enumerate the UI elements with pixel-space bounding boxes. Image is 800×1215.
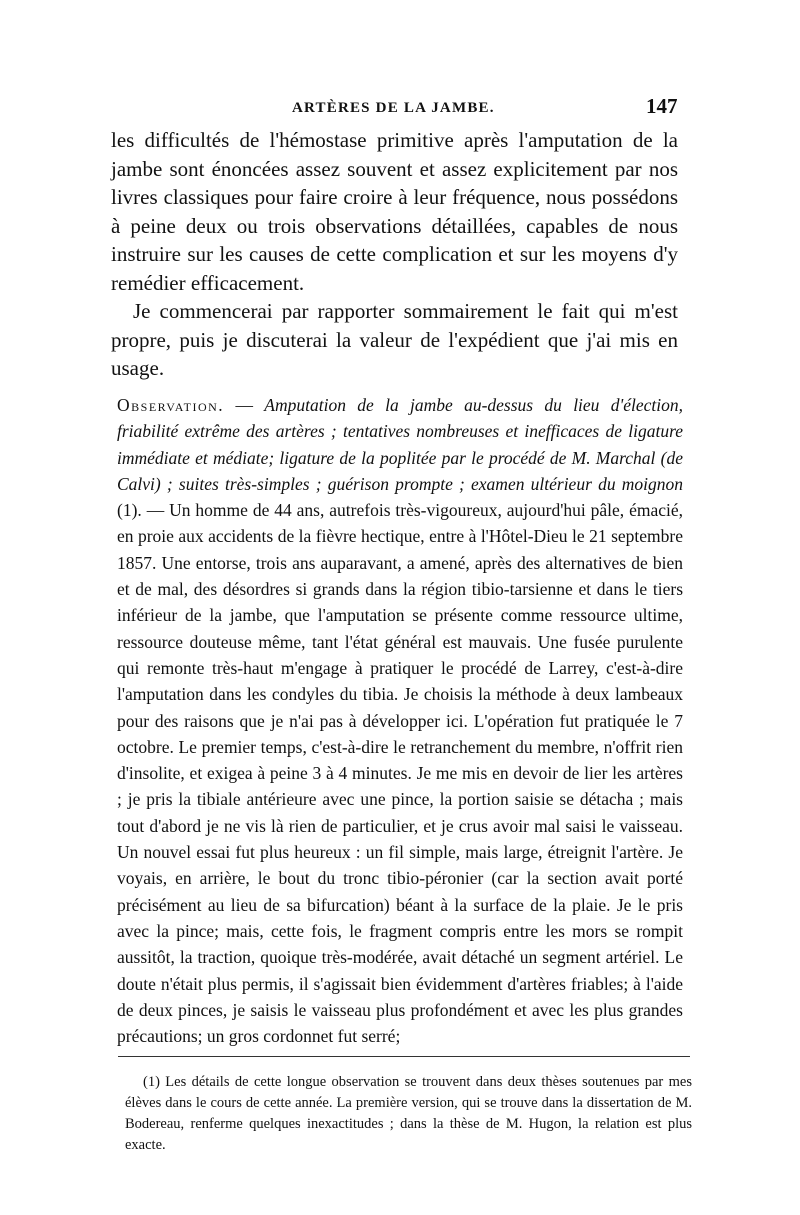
observation-section <box>117 392 683 1049</box>
observation-title: Amputation de la jambe au-dessus du lieu d'élection, friabilité extrême des artères ; tentatives nombreuses et inefficaces de ligature immédiate et médiate; ligature de la poplitée par le procédé de M. Marchal (de Calvi) ; suites très-simples ; guérison prompte ; examen ultérieur du moignon <box>117 395 683 494</box>
intro-paragraph-1: les difficultés de l'hémostase primitive après l'amputation de la jambe sont énoncées assez souvent et assez explicitement par nos livres classiques pour faire croire à leur fréquence, nous possédons à peine deux ou trois observations détaillées, capables de nous instruire sur les causes de cette complication et sur les moyens d'y remédier efficacement. <box>111 128 678 295</box>
page-header <box>0 94 800 122</box>
observation-dash: — <box>224 395 265 415</box>
observation-label: Observation. <box>117 395 225 415</box>
footnote-reference: (1). <box>117 500 142 521</box>
intro-paragraph-2: Je commencerai par rapporter sommairement le fait qui m'est propre, puis je discuterai la valeur de l'expédient que j'ai mis en usage. <box>111 299 678 380</box>
observation-body: — Un homme de 44 ans, autrefois très-vigoureux, aujourd'hui pâle, émacié, en proie aux accidents de la fièvre hectique, entre à l'Hôtel-Dieu le 21 septembre 1857. Une entorse, trois ans auparavant, a amené, après des alternatives de bien et de mal, des désordres si grands dans la région tibio-tarsienne et dans le tiers inférieur de la jambe, que l'amputation se présente comme ressource ultime, ressource douteuse même, tant l'état général est mauvais. Une fusée purulente qui remonte très-haut m'engage à pratiquer le procédé de Larrey, c'est-à-dire l'amputation dans les condyles du tibia. Je choisis la méthode à deux lambeaux pour des raisons que je n'ai pas à développer ici. L'opération fut pratiquée le 7 octobre. Le premier temps, c'est-à-dire le retranchement du membre, n'offrit rien d'insolite, et exigea à peine 3 à 4 minutes. Je me mis en devoir de lier les artères ; je pris la tibiale antérieure avec une pince, la portion saisie se détacha ; mais tout d'abord je ne vis là rien de particulier, et je crus avoir mal saisi le vaisseau. Un nouvel essai fut plus heureux : un fil simple, mais large, étreignit l'artère. Je voyais, en arrière, le bout du tronc tibio-péronier (car la section avait porté précisément au lieu de sa bifurcation) béant à la surface de la plaie. Je le pris avec la pince; mais, cette fois, le fragment compris entre les mors se rompit aussitôt, la traction, quoique très-modérée, avait détaché un segment artériel. Le doute n'était plus permis, il s'agissait bien évidemment d'artères friables; à l'aide de deux pinces, je saisis le vaisseau plus profondément et avec les plus grandes précautions; un gros cordonnet fut serré; <box>117 500 683 1047</box>
footnote <box>125 1072 692 1156</box>
page-number: 147 <box>646 94 678 118</box>
running-title: ARTÈRES DE LA JAMBE. <box>292 100 495 116</box>
footnote-text: (1) Les détails de cette longue observation se trouvent dans deux thèses soutenues par mes élèves dans le cours de cette année. La première version, qui se trouve dans la dissertation de M. Bodereau, renferme quelques inexactitudes ; dans la thèse de M. Hugon, la relation est plus exacte. <box>125 1074 692 1153</box>
intro-text <box>111 126 678 383</box>
footnote-separator <box>118 1056 690 1057</box>
observation-paragraph <box>117 392 683 1049</box>
